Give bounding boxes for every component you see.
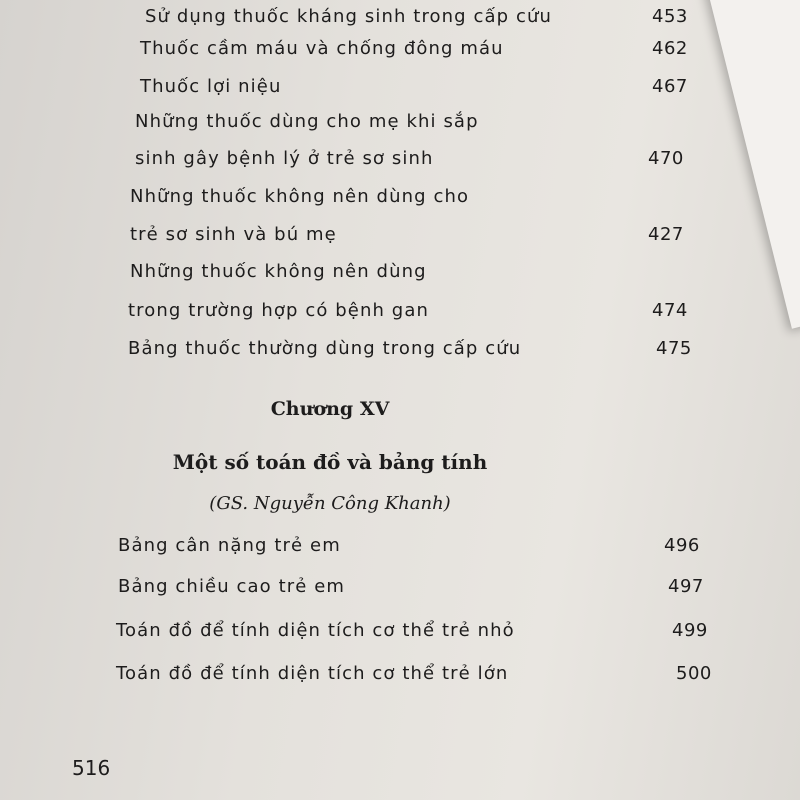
toc-entry-title: Những thuốc không nên dùng cho — [130, 186, 470, 207]
toc-entry-title: Bảng thuốc thường dùng trong cấp cứu — [128, 338, 522, 359]
toc-entry-title: Những thuốc dùng cho mẹ khi sắp — [135, 111, 479, 132]
toc-entry-title: Thuốc cầm máu và chống đông máu — [140, 38, 504, 59]
page-number: 516 — [72, 756, 111, 780]
adjacent-page — [700, 0, 800, 329]
toc-entry-page: 500 — [676, 663, 712, 684]
chapter-label: Chương XV — [270, 398, 390, 420]
toc-entry-title: Thuốc lợi niệu — [140, 76, 282, 97]
toc-entry-page: 470 — [648, 148, 684, 169]
toc-entry-title: sinh gây bệnh lý ở trẻ sơ sinh — [135, 148, 434, 169]
toc-entry-page: 475 — [656, 338, 692, 359]
toc-entry-title: Toán đồ để tính diện tích cơ thể trẻ nhỏ — [116, 620, 515, 641]
toc-entry-page: 427 — [648, 224, 684, 245]
toc-entry-page: 462 — [652, 38, 688, 59]
toc-entry-page: 496 — [664, 535, 700, 556]
toc-entry-page: 497 — [668, 576, 704, 597]
toc-entry-page: 453 — [652, 6, 688, 27]
toc-entry-title: Bảng chiều cao trẻ em — [118, 576, 346, 597]
toc-entry-page: 467 — [652, 76, 688, 97]
toc-entry-title: Những thuốc không nên dùng — [130, 261, 427, 282]
toc-entry-page: 499 — [672, 620, 708, 641]
toc-entry-title: Toán đồ để tính diện tích cơ thể trẻ lớn — [116, 663, 509, 684]
toc-entry-title: trong trường hợp có bệnh gan — [128, 300, 429, 321]
toc-entry-title: trẻ sơ sinh và bú mẹ — [130, 224, 337, 245]
toc-entry-title: Bảng cân nặng trẻ em — [118, 535, 341, 556]
chapter-author: (GS. Nguyễn Công Khanh) — [209, 493, 451, 514]
chapter-title: Một số toán đồ và bảng tính — [172, 450, 488, 474]
toc-entry-title: Sử dụng thuốc kháng sinh trong cấp cứu — [145, 6, 553, 27]
toc-entry-page: 474 — [652, 300, 688, 321]
